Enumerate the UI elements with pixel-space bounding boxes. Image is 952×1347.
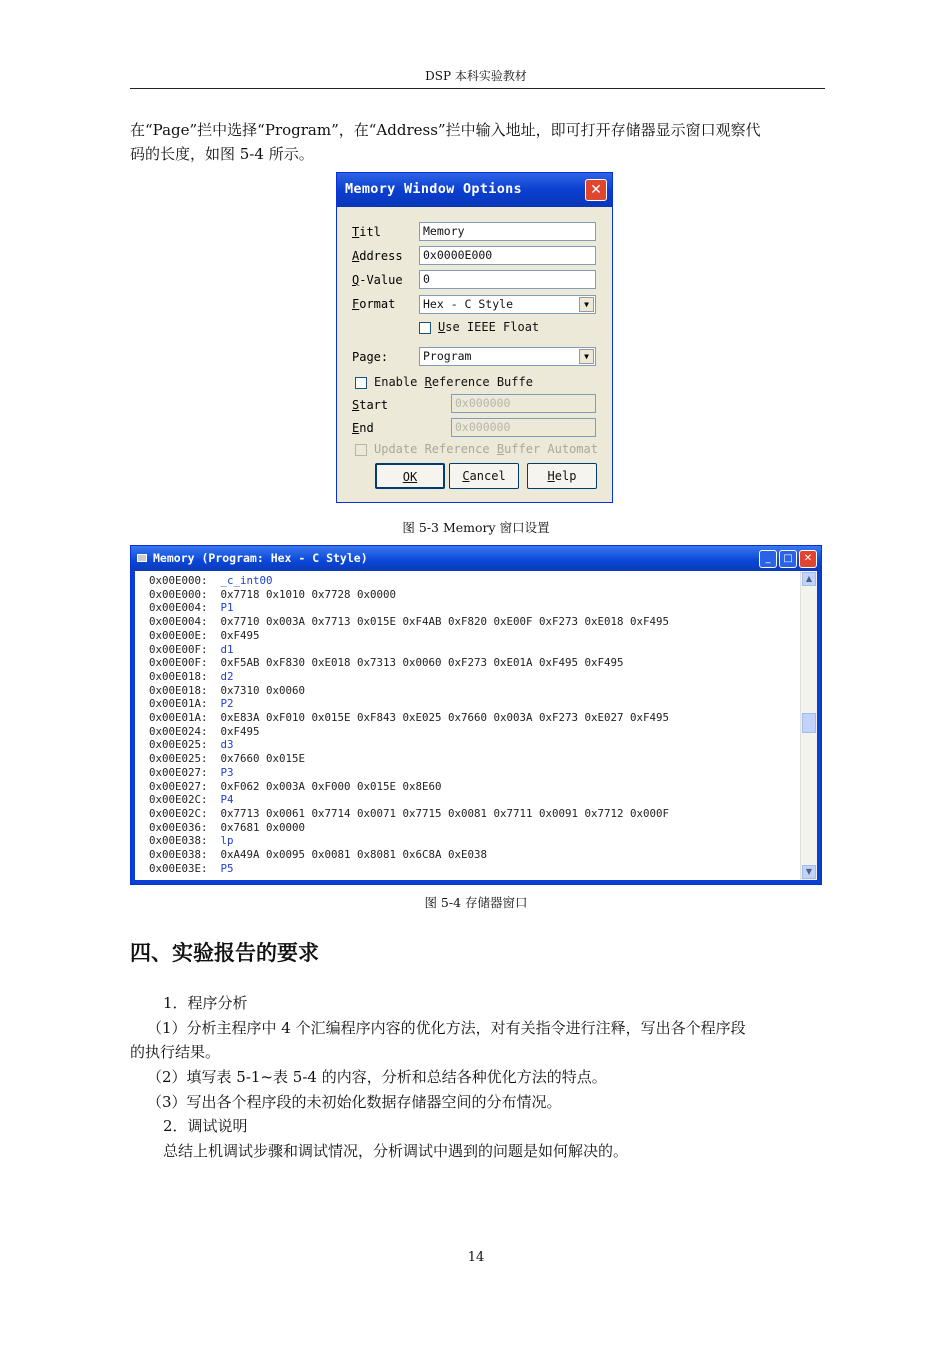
format-label: Format xyxy=(352,297,396,311)
start-label: Start xyxy=(352,398,389,412)
running-header: DSP 本科实验教材 xyxy=(425,69,527,83)
memory-values: 0x7710 0x003A 0x7713 0x015E 0xF4AB 0xF820 0xE00F 0xF273 0xE018 0xF495 xyxy=(220,615,670,629)
memory-symbol: P3 xyxy=(220,765,234,779)
section-heading: 四、实验报告的要求 xyxy=(130,940,319,965)
cancel-button[interactable]: Cancel xyxy=(449,463,519,489)
memory-line xyxy=(149,834,669,848)
memory-address: 0x00E000: xyxy=(149,587,221,601)
memory-address: 0x00E00F: xyxy=(149,642,221,656)
memory-symbol: d1 xyxy=(220,642,234,656)
memory-values: 0xA49A 0x0095 0x0081 0x8081 0x6C8A 0xE038 xyxy=(220,848,488,862)
page-value: Program xyxy=(423,349,472,363)
address-input[interactable]: 0x0000E000 xyxy=(419,246,596,265)
intro-line-1: 在“Page”拦中选择“Program”，在“Address”拦中输入地址，即可打开存储器显示窗口观察代 xyxy=(130,121,761,139)
memory-address: 0x00E038: xyxy=(149,834,221,848)
close-icon[interactable]: ✕ xyxy=(799,550,817,568)
ieee-float-label: Use IEEE Float xyxy=(438,320,540,334)
memory-symbol: P4 xyxy=(220,793,234,807)
memory-address: 0x00E024: xyxy=(149,724,221,738)
memory-address: 0x00E01A: xyxy=(149,711,221,725)
end-input[interactable]: 0x000000 xyxy=(451,418,596,437)
memory-symbol: lp xyxy=(220,834,234,848)
memory-values: 0xF062 0x003A 0xF000 0x015E 0x8E60 xyxy=(220,779,442,793)
update-reference-label: Update Reference Buffer Automat xyxy=(374,442,598,456)
memory-address: 0x00E02C: xyxy=(149,793,221,807)
memory-address: 0x00E036: xyxy=(149,820,221,834)
memory-line xyxy=(149,684,669,698)
scroll-up-icon[interactable]: ▲ xyxy=(802,572,816,586)
help-button[interactable]: Help xyxy=(527,463,597,489)
memory-values: 0xF5AB 0xF830 0xE018 0x7313 0x0060 0xF273 0xE01A 0xF495 0xF495 xyxy=(220,656,624,670)
memory-window-title: Memory (Program: Hex - C Style) xyxy=(153,551,368,565)
header-rule xyxy=(130,88,825,89)
memory-line xyxy=(149,629,669,643)
enable-reference-label: Enable Reference Buffe xyxy=(374,375,533,389)
item-1-1b: 的执行结果。 xyxy=(130,1043,221,1061)
memory-window xyxy=(130,545,822,885)
memory-address: 0x00E025: xyxy=(149,738,221,752)
memory-line xyxy=(149,848,669,862)
intro-line-2: 码的长度，如图 5-4 所示。 xyxy=(130,145,314,163)
memory-values: 0xE83A 0xF010 0x015E 0xF843 0xE025 0x7660 0x003A 0xF273 0xE027 0xF495 xyxy=(220,711,670,725)
memory-address: 0x00E000: xyxy=(149,574,221,587)
maximize-icon[interactable]: □ xyxy=(779,550,797,568)
page-label: Page: xyxy=(352,350,389,364)
end-label: End xyxy=(352,421,374,435)
item-1-2: （2）填写表 5-1~表 5-4 的内容，分析和总结各种优化方法的特点。 xyxy=(147,1068,607,1086)
dialog-title: Memory Window Options xyxy=(345,181,522,197)
memory-line xyxy=(149,766,669,780)
memory-address: 0x00E03E: xyxy=(149,861,221,875)
memory-symbol: d2 xyxy=(220,669,234,683)
memory-lines xyxy=(149,574,669,875)
memory-line xyxy=(149,752,669,766)
memory-window-options-dialog xyxy=(336,172,613,503)
memory-line xyxy=(149,738,669,752)
memory-title-bar[interactable] xyxy=(131,546,821,571)
memory-address: 0x00E02C: xyxy=(149,806,221,820)
page-number: 14 xyxy=(467,1250,485,1265)
item-1-1a: （1）分析主程序中 4 个汇编程序内容的优化方法，对有关指令进行注释，写出各个程序段 xyxy=(147,1019,746,1037)
memory-line xyxy=(149,601,669,615)
memory-symbol: _c_int00 xyxy=(220,574,273,587)
format-value: Hex - C Style xyxy=(423,297,514,311)
memory-address: 0x00E018: xyxy=(149,683,221,697)
scroll-down-icon[interactable]: ▼ xyxy=(802,865,816,879)
memory-address: 0x00E01A: xyxy=(149,697,221,711)
title-input[interactable]: Memory xyxy=(419,222,596,241)
page-select[interactable] xyxy=(419,347,596,366)
address-label: Address xyxy=(352,249,403,263)
vertical-scrollbar[interactable] xyxy=(800,571,817,880)
window-icon xyxy=(137,554,147,562)
item-1-3: （3）写出各个程序段的未初始化数据存储器空间的分布情况。 xyxy=(147,1093,562,1111)
memory-values: 0x7713 0x0061 0x7714 0x0071 0x7715 0x0081 0x7711 0x0091 0x7712 0x000F xyxy=(220,806,670,820)
close-icon[interactable]: ✕ xyxy=(585,179,607,201)
memory-address: 0x00E038: xyxy=(149,848,221,862)
memory-address: 0x00E00E: xyxy=(149,628,221,642)
memory-symbol: P1 xyxy=(220,601,234,615)
memory-address: 0x00E027: xyxy=(149,779,221,793)
chevron-down-icon[interactable]: ▼ xyxy=(579,297,594,312)
memory-symbol: P5 xyxy=(220,861,234,875)
memory-symbol: P2 xyxy=(220,697,234,711)
memory-values: 0x7660 0x015E xyxy=(220,752,306,766)
memory-line xyxy=(149,574,669,588)
figure-caption-5-4: 图 5-4 存储器窗口 xyxy=(424,895,528,910)
memory-address: 0x00E00F: xyxy=(149,656,221,670)
memory-symbol: d3 xyxy=(220,738,234,752)
memory-values: 0x7718 0x1010 0x7728 0x0000 xyxy=(220,587,397,601)
memory-address: 0x00E025: xyxy=(149,752,221,766)
item-1: 1．程序分析 xyxy=(163,994,248,1012)
dialog-title-bar[interactable] xyxy=(337,173,612,207)
memory-line xyxy=(149,780,669,794)
memory-line xyxy=(149,711,669,725)
start-input[interactable]: 0x000000 xyxy=(451,394,596,413)
memory-address: 0x00E004: xyxy=(149,615,221,629)
ok-button[interactable]: OK xyxy=(375,463,445,489)
qvalue-label: Q-Value xyxy=(352,273,403,287)
format-select[interactable] xyxy=(419,295,596,314)
memory-address: 0x00E018: xyxy=(149,669,221,683)
memory-values: 0xF495 xyxy=(220,724,260,738)
qvalue-input[interactable]: 0 xyxy=(419,270,596,289)
scroll-thumb[interactable] xyxy=(802,713,816,733)
memory-line xyxy=(149,725,669,739)
memory-address: 0x00E027: xyxy=(149,765,221,779)
memory-line xyxy=(149,697,669,711)
memory-line xyxy=(149,643,669,657)
figure-caption-5-3: 图 5-3 Memory 窗口设置 xyxy=(402,520,550,535)
memory-values: 0x7310 0x0060 xyxy=(220,683,306,697)
ieee-float-checkbox[interactable] xyxy=(419,322,431,334)
title-label: Titl xyxy=(352,225,381,239)
memory-content[interactable] xyxy=(135,571,817,880)
memory-line xyxy=(149,862,669,876)
item-2-text: 总结上机调试步骤和调试情况，分析调试中遇到的问题是如何解决的。 xyxy=(163,1142,629,1160)
item-2: 2．调试说明 xyxy=(163,1117,248,1135)
memory-line xyxy=(149,793,669,807)
memory-values: 0x7681 0x0000 xyxy=(220,820,306,834)
chevron-down-icon[interactable]: ▼ xyxy=(579,349,594,364)
minimize-icon[interactable]: _ xyxy=(759,550,777,568)
memory-line xyxy=(149,807,669,821)
memory-line xyxy=(149,588,669,602)
memory-line xyxy=(149,670,669,684)
memory-line xyxy=(149,821,669,835)
memory-line xyxy=(149,656,669,670)
memory-address: 0x00E004: xyxy=(149,601,221,615)
enable-reference-checkbox[interactable] xyxy=(355,377,367,389)
memory-line xyxy=(149,615,669,629)
memory-values: 0xF495 xyxy=(220,628,260,642)
update-reference-checkbox[interactable] xyxy=(355,444,367,456)
